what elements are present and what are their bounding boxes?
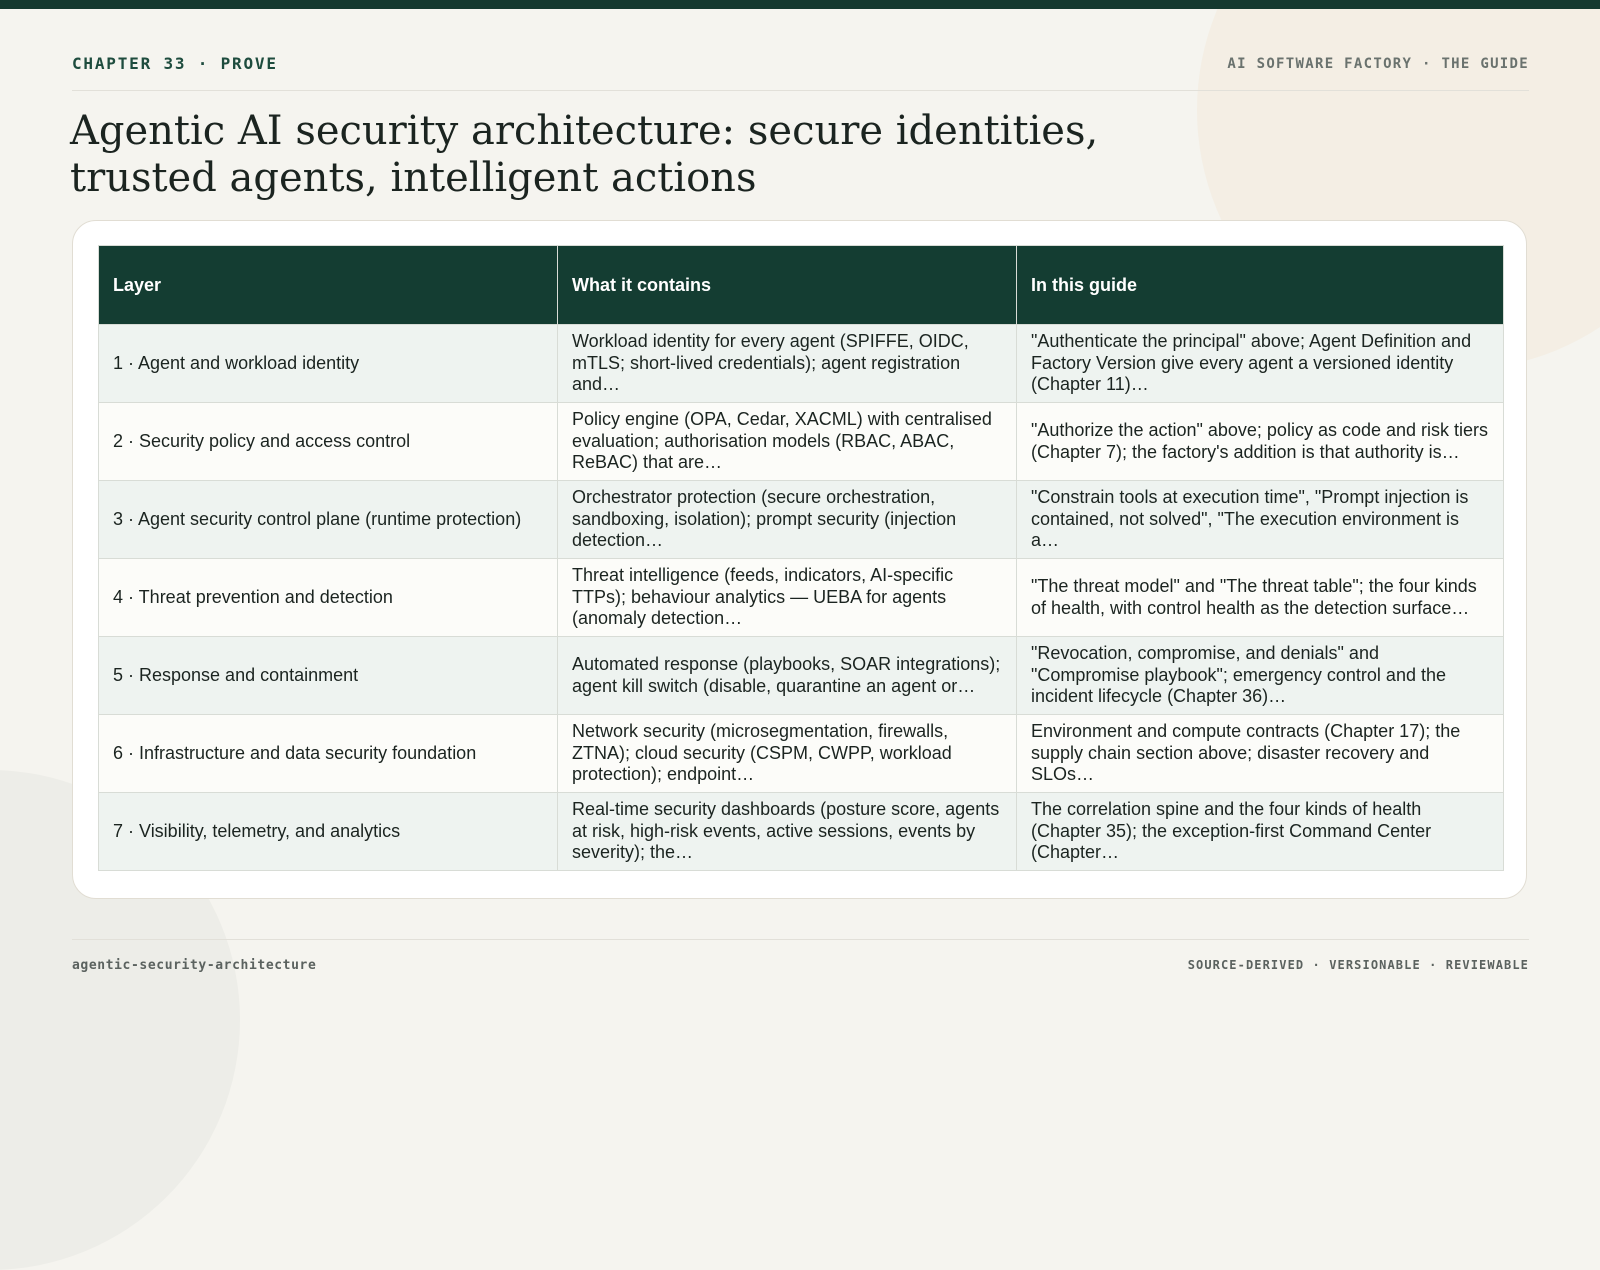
page-header [72,52,1529,91]
contains-text: Threat intelligence (feeds, indicators, AI-specific TTPs); behaviour analytics — UEBA for agents (anomaly detection… [572,565,954,629]
guide-text: "Authorize the action" above; policy as code and risk tiers (Chapter 7); the factory's addition is that authority is… [1031,420,1489,462]
layer-text: 3 · Agent security control plane (runtime protection) [113,508,522,529]
layer-cell [99,481,558,559]
guide-cell [1017,793,1504,871]
contains-cell [558,793,1017,871]
contains-text: Orchestrator protection (secure orchestration, sandboxing, isolation); prompt security (injection detection… [572,487,957,551]
table-card [72,220,1527,899]
page-title-line-2: trusted agents, intelligent actions [70,155,757,201]
table-row [99,637,1504,715]
footer-tagline: SOURCE-DERIVED · VERSIONABLE · REVIEWABLE [1187,958,1529,972]
column-header-contains: What it contains [558,246,1017,325]
page-footer [72,939,1529,973]
contains-cell [558,403,1017,481]
contains-cell [558,637,1017,715]
layer-cell [99,403,558,481]
layer-cell [99,637,558,715]
layer-text: 5 · Response and containment [113,664,359,685]
top-accent-bar [0,0,1600,9]
guide-text: Environment and compute contracts (Chapter 17); the supply chain section above; disaster recovery and SLOs… [1031,721,1461,785]
footer-slug: agentic-security-architecture [72,958,317,973]
contains-text: Workload identity for every agent (SPIFFE, OIDC, mTLS; short-lived credentials); agent registration and… [572,331,969,395]
guide-cell [1017,715,1504,793]
column-header-layer: Layer [99,246,558,325]
layer-text: 1 · Agent and workload identity [113,352,360,373]
guide-text: "Revocation, compromise, and denials" and "Compromise playbook"; emergency control and the incident lifecycle (Chapter 36)… [1031,643,1446,707]
table-header-row [99,246,1504,325]
column-header-guide: In this guide [1017,246,1504,325]
guide-cell [1017,325,1504,403]
guide-text: "Constrain tools at execution time", "Prompt injection is contained, not solved", "The execution environment is a… [1031,487,1469,551]
contains-cell [558,325,1017,403]
guide-cell [1017,403,1504,481]
guide-text: "The threat model" and "The threat table"; the four kinds of health, with control health as the detection surface… [1031,576,1477,618]
layer-cell [99,559,558,637]
guide-label: AI SOFTWARE FACTORY · THE GUIDE [1227,56,1529,72]
table-row [99,325,1504,403]
contains-text: Automated response (playbooks, SOAR integrations); agent kill switch (disable, quarantine an agent or… [572,654,1001,696]
guide-cell [1017,481,1504,559]
table-row [99,403,1504,481]
layer-text: 6 · Infrastructure and data security foundation [113,742,477,763]
page-title [70,108,1170,202]
contains-cell [558,559,1017,637]
contains-text: Real-time security dashboards (posture score, agents at risk, high-risk events, active sessions, events by severity); the… [572,799,1000,863]
page-title-line-1: Agentic AI security architecture: secure identities, [70,108,1099,154]
layer-cell [99,715,558,793]
layer-cell [99,793,558,871]
guide-text: "Authenticate the principal" above; Agent Definition and Factory Version give every agent a versioned identity (Chapter 11)… [1031,331,1472,395]
security-layers-table [98,245,1504,871]
table-row [99,559,1504,637]
contains-cell [558,481,1017,559]
layer-cell [99,325,558,403]
guide-text: The correlation spine and the four kinds of health (Chapter 35); the exception-first Command Center (Chapter… [1031,799,1432,863]
layer-text: 4 · Threat prevention and detection [113,586,393,607]
layer-text: 2 · Security policy and access control [113,430,411,451]
table-row [99,481,1504,559]
contains-text: Network security (microsegmentation, firewalls, ZTNA); cloud security (CSPM, CWPP, workload protection); endpoint… [572,721,952,785]
contains-text: Policy engine (OPA, Cedar, XACML) with centralised evaluation; authorisation models (RBAC, ABAC, ReBAC) that are… [572,409,992,473]
table-row [99,793,1504,871]
chapter-label: CHAPTER 33 · PROVE [72,54,278,73]
contains-cell [558,715,1017,793]
table-row [99,715,1504,793]
guide-cell [1017,559,1504,637]
guide-cell [1017,637,1504,715]
layer-text: 7 · Visibility, telemetry, and analytics [113,820,401,841]
